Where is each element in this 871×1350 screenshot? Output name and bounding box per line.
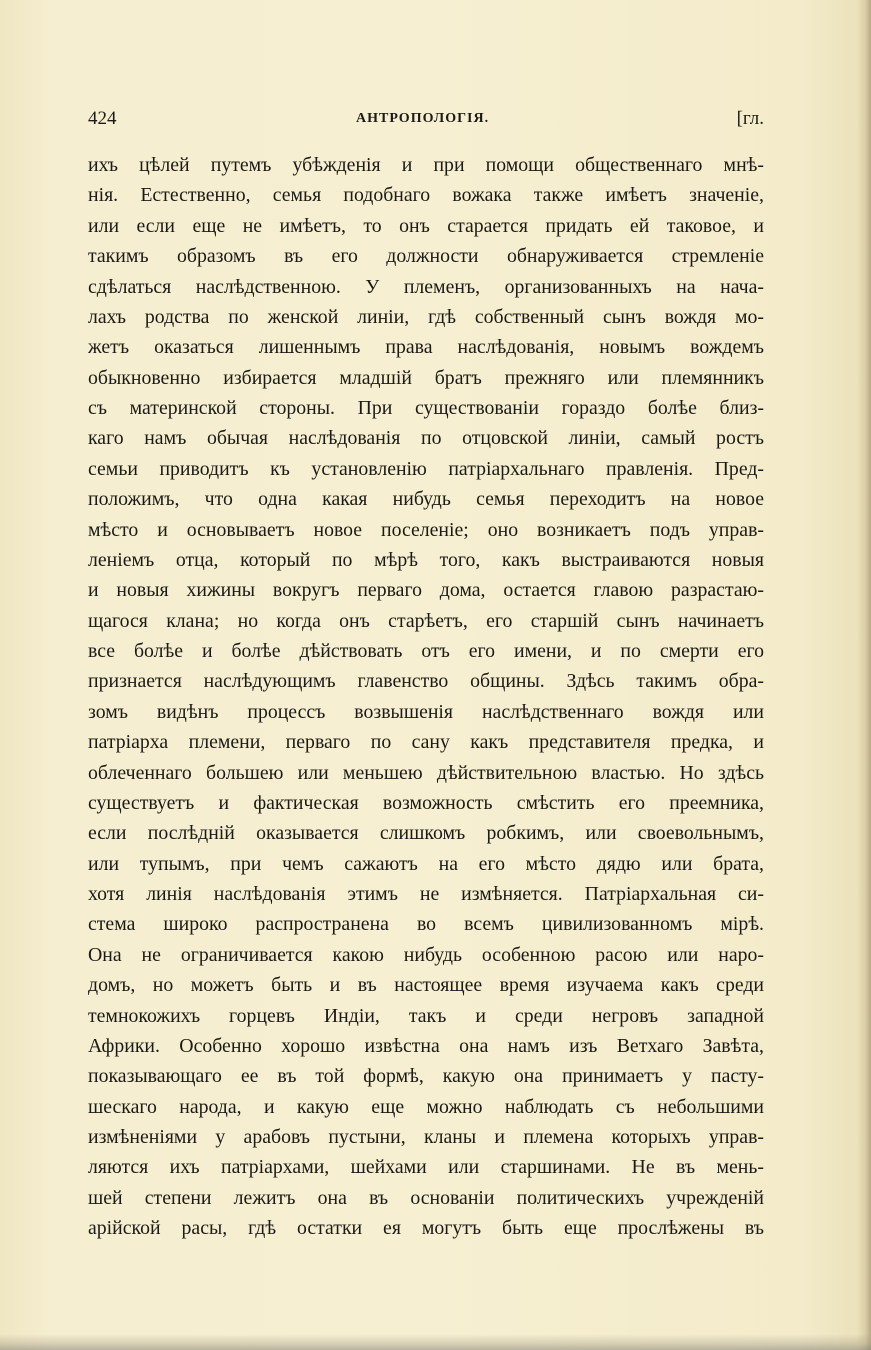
text-line: шескаго народа, и какую еще можно наблюдать съ небольшими bbox=[88, 1095, 764, 1118]
text-line: и новыя хижины вокругъ перваго дома, остается главою разрастаю- bbox=[88, 579, 764, 602]
text-line: такимъ образомъ въ его должности обнаруживается стремленіе bbox=[88, 245, 764, 268]
text-line: леніемъ отца, который по мѣрѣ того, какъ выстраиваются новыя bbox=[88, 548, 764, 571]
text-line: домъ, но можетъ быть и въ настоящее время изучаема какъ среди bbox=[88, 974, 764, 997]
text-line: измѣненіями у арабовъ пустыни, кланы и племена которыхъ управ- bbox=[88, 1126, 764, 1148]
page-edge-shadow bbox=[857, 0, 871, 1350]
chapter-mark: [гл. bbox=[736, 108, 764, 129]
body-text bbox=[88, 150, 764, 1244]
text-line: облеченнаго большею или меньшею дѣйствительною властью. Но здѣсь bbox=[88, 761, 764, 784]
text-line: темнокожихъ горцевъ Индіи, такъ и среди негровъ западной bbox=[88, 1004, 764, 1027]
text-line: стема широко распространена во всемъ цивилизованномъ мірѣ. bbox=[88, 913, 764, 936]
text-line: или если еще не имѣетъ, то онъ старается придать ей таковое, и bbox=[88, 214, 764, 237]
text-line: положимъ, что одна какая нибудь семья переходитъ на новое bbox=[88, 488, 764, 511]
text-line: или тупымъ, при чемъ сажаютъ на его мѣсто дядю или брата, bbox=[88, 852, 764, 875]
text-line: патріарха племени, перваго по сану какъ представителя предка, и bbox=[88, 731, 764, 754]
text-line: съ материнской стороны. При существованіи гораздо болѣе близ- bbox=[88, 397, 764, 419]
text-line: шей степени лежитъ она въ основаніи политическихъ учрежденій bbox=[88, 1186, 764, 1209]
page-bottom-edge bbox=[0, 1334, 871, 1350]
text-line: признается наслѣдующимъ главенство общины. Здѣсь такимъ обра- bbox=[88, 670, 764, 693]
text-line: все болѣе и болѣе дѣйствовать отъ его имени, и по смерти его bbox=[88, 640, 764, 662]
text-line: арійской расы, гдѣ остатки ея могутъ быть еще прослѣжены въ bbox=[88, 1217, 764, 1240]
running-title: АНТРОПОЛОГІЯ. bbox=[356, 111, 490, 126]
text-line: обыкновенно избирается младшій братъ прежняго или племянникъ bbox=[88, 366, 764, 389]
text-line: показывающаго ее въ той формѣ, какую она принимаетъ у пасту- bbox=[88, 1065, 764, 1088]
text-line: лахъ родства по женской линіи, гдѣ собственный сынъ вождя мо- bbox=[88, 305, 764, 328]
running-head bbox=[88, 108, 764, 138]
text-line: ихъ цѣлей путемъ убѣжденія и при помощи общественнаго мнѣ- bbox=[88, 154, 764, 176]
text-line: семьи приводитъ къ установленію патріархальнаго правленія. Пред- bbox=[88, 457, 764, 480]
text-line: ляются ихъ патріархами, шейхами или старшинами. Не въ мень- bbox=[88, 1156, 764, 1179]
text-line: существуетъ и фактическая возможность смѣстить его преемника, bbox=[88, 791, 764, 814]
text-line: каго намъ обычая наслѣдованія по отцовской линіи, самый ростъ bbox=[88, 427, 764, 450]
text-line: хотя линія наслѣдованія этимъ не измѣняется. Патріархальная си- bbox=[88, 883, 764, 905]
text-line: Она не ограничивается какою нибудь особенною расою или наро- bbox=[88, 943, 764, 966]
text-line: сдѣлаться наслѣдственною. У племенъ, организованныхъ на нача- bbox=[88, 275, 764, 298]
text-line: если послѣдній оказывается слишкомъ робкимъ, или своевольнымъ, bbox=[88, 822, 764, 845]
text-line: мѣсто и основываетъ новое поселеніе; оно возникаетъ подъ управ- bbox=[88, 518, 764, 541]
text-line: нія. Естественно, семья подобнаго вожака также имѣетъ значеніе, bbox=[88, 184, 764, 207]
text-line: щагося клана; но когда онъ старѣетъ, его старшій сынъ начинаетъ bbox=[88, 609, 764, 632]
page-number: 424 bbox=[88, 108, 117, 129]
text-line: Африки. Особенно хорошо извѣстна она намъ изъ Ветхаго Завѣта, bbox=[88, 1034, 764, 1057]
text-line: зомъ видѣнъ процессъ возвышенія наслѣдственнаго вождя или bbox=[88, 700, 764, 723]
text-line: жетъ оказаться лишеннымъ права наслѣдованія, новымъ вождемъ bbox=[88, 336, 764, 359]
